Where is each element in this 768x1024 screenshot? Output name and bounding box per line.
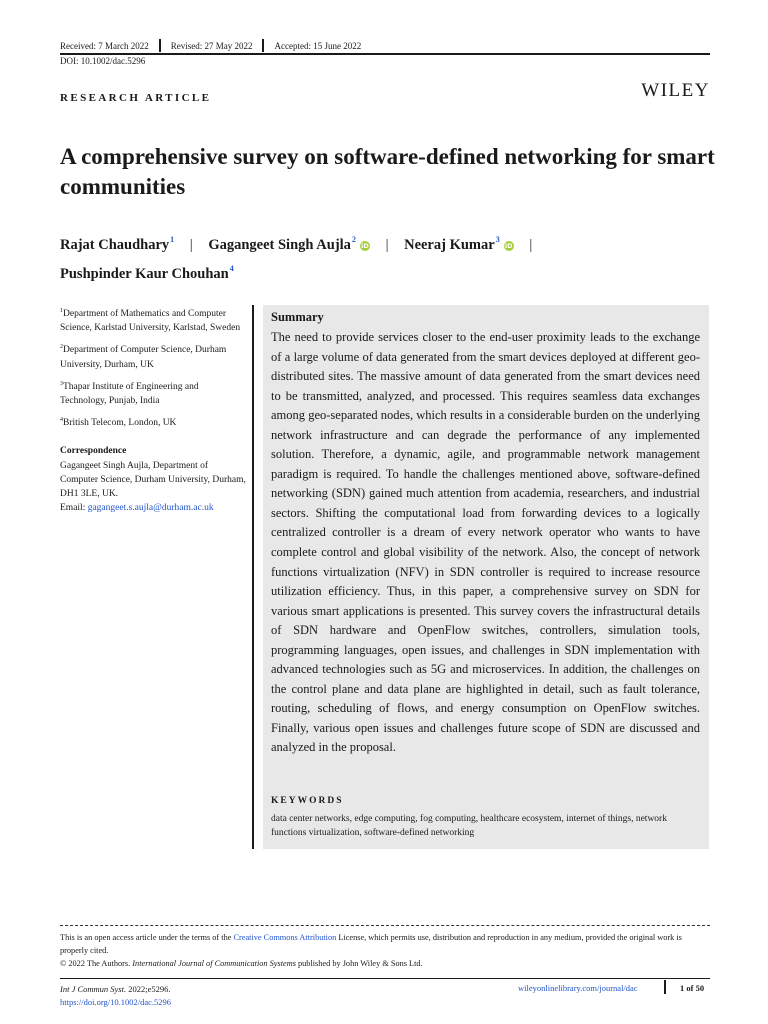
publisher-logo: WILEY [641,80,710,101]
affiliation-item [60,377,246,408]
footer-dashed-rule [60,925,710,926]
correspondence-email-line [60,501,246,515]
author-separator: | [529,237,533,253]
affiliation-number: 1 [60,308,63,314]
author-name[interactable]: Neeraj Kumar [404,237,495,253]
email-label: Email: [60,503,86,514]
date-divider [159,39,161,52]
affiliation-text: Department of Computer Science, Durham University, Durham, UK [60,345,227,370]
author-name[interactable]: Pushpinder Kaur Chouhan [60,266,229,282]
author-name[interactable]: Rajat Chaudhary [60,237,170,253]
affiliation-marker[interactable]: 4 [229,264,234,273]
license-notice [60,931,710,970]
author-separator: | [189,237,193,253]
affiliation-number: 3 [60,380,63,387]
keywords-text: data center networks, edge computing, fog computing, healthcare ecosystem, internet of things, network functions virtualization, software-defined networking [271,814,667,838]
summary-text: The need to provide services closer to the end-user proximity leads to the exchange of a large volume of data generated from the smart devices deployed at different geo-distributed sites. The massive amount of data generated from the smart devices need to be transmitted, analyzed, and processed. This requires seamless data exchanges among geo-separated nodes, which results in a considerable burden on the underlying network infrastructure and can degrade the performance of any implemented solution. Therefore, a dynamic, agile, and programmable network management paradigm is required. To handle the challenges mentioned above, software-defined networking (SDN) gained much attention from academia, researchers, and industrial sectors. Shifting the computational load from forwarding devices to a logically centralized controller is a dream of every network operator who wants to have complete control and global visibility of the network. Also, the concept of network functions virtualization (NFV) in SDN controller is required to increase resource utilization efficiency. Thus, in this paper, a comprehensive survey on SDN for various smart applications is presented. This survey covers the infrastructural details of SDN hardware and OpenFlow switches, controllers, simulation tools, programming languages, open issues, and challenges in SDN implementation with advanced technologies such as 5G and microservices. In addition, the challenges on the control plane and data plane are highlighted in detail, such as fault tolerance, routing, scheduling of flows, and energy consumption on OpenFlow switches. Finally, various open issues and challenges future scope of SDN are discussed and analyzed in the proposal. [271,330,700,755]
header-rule [60,53,710,55]
doi-link[interactable]: https://doi.org/10.1002/dac.5296 [60,997,172,1007]
license-link[interactable]: Creative Commons Attribution [233,933,337,942]
author-name[interactable]: Gagangeet Singh Aujla [208,237,351,253]
correspondence-heading: Correspondence [60,446,127,457]
article-type: RESEARCH ARTICLE [60,92,212,104]
orcid-icon[interactable]: iD [504,242,513,250]
journal-name: International Journal of Communication Systems [132,959,296,968]
license-text: License, which permits use, distribution and reproduction in any medium, provided the original work is properly cited. [60,933,682,955]
affiliation-text: Thapar Institute of Engineering and Technology, Punjab, India [60,381,199,407]
revised-date: Revised: 27 May 2022 [170,40,253,51]
affiliation-text: British Telecom, London, UK [63,418,177,429]
page-divider [664,980,666,994]
copyright-text: published by John Wiley & Sons Ltd. [295,959,423,968]
affiliation-marker[interactable]: 1 [170,235,175,244]
footer-rule [60,978,710,979]
orcid-icon[interactable]: iD [361,242,369,250]
paper-title: A comprehensive survey on software-defined networking for smart communities [60,144,715,199]
affiliation-number: 2 [60,344,63,351]
citation-block [60,983,171,1009]
affiliation-item [60,340,246,371]
page-number: 1 of 50 [680,983,705,993]
doi: DOI: 10.1002/dac.5296 [60,56,146,66]
affiliation-item [60,304,246,335]
summary-heading: Summary [271,310,324,324]
citation-text: 2022;e5296. [126,984,171,994]
abstract-side-bar [252,305,254,849]
affiliation-item [60,413,246,430]
keywords-heading: KEYWORDS [271,796,344,806]
affiliations [60,304,246,515]
email-link[interactable]: gagangeet.s.aujla@durham.ac.uk [87,503,214,514]
journal-website-link[interactable]: wileyonlinelibrary.com/journal/dac [518,983,638,993]
copyright-text: © 2022 The Authors. [60,959,133,968]
affiliation-number: 4 [60,417,63,424]
affiliation-marker[interactable]: 3 [495,235,500,244]
author-separator: | [385,237,389,253]
accepted-date: Accepted: 15 June 2022 [274,40,362,51]
history-dates [60,39,361,52]
received-date: Received: 7 March 2022 [60,40,149,51]
affiliation-marker[interactable]: 2 [351,235,356,244]
license-text: This is an open access article under the terms of the [60,933,234,942]
journal-abbreviation: Int J Commun Syst. [60,984,127,994]
date-divider [262,39,264,52]
affiliation-text: Department of Mathematics and Computer Science, Karlstad University, Karlstad, Sweden [60,309,241,334]
author-list [60,228,720,286]
correspondence-text: Gagangeet Singh Aujla, Department of Computer Science, Durham University, Durham, DH1 3LE, UK. [60,460,246,500]
